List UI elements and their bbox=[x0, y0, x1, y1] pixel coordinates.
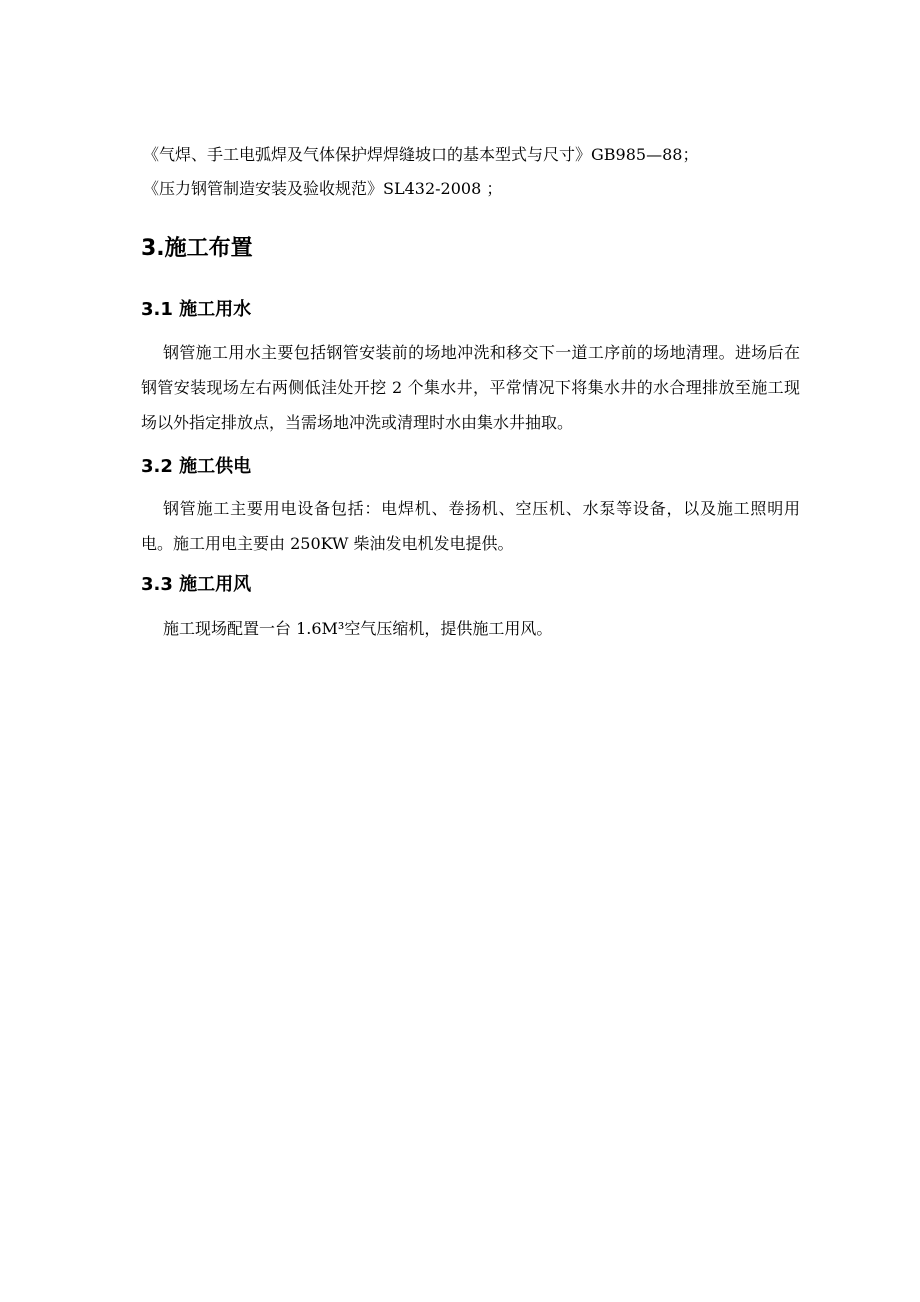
paragraph-air: 施工现场配置一台 1.6M³空气压缩机，提供施工用风。 bbox=[163, 619, 553, 638]
reference-standard-sl432: 《压力钢管制造安装及验收规范》SL432-2008 ； bbox=[143, 179, 503, 198]
subsection-heading-power: 3.2 施工供电 bbox=[141, 456, 252, 477]
paragraph-power: 钢管施工主要用电设备包括：电焊机、卷扬机、空压机、水泵等设备，以及施工照明用电。施工用电主要由 250KW 柴油发电机发电提供。 bbox=[141, 499, 800, 553]
section-heading-construction-layout: 3.施工布置 bbox=[141, 236, 253, 261]
paragraph-water: 钢管施工用水主要包括钢管安装前的场地冲洗和移交下一道工序前的场地清理。进场后在钢管安装现场左右两侧低洼处开挖 2 个集水井，平常情况下将集水井的水合理排放至施工现场以外指定排放点，当需场地冲洗或清理时水由集水井抽取。 bbox=[141, 343, 800, 432]
subsection-heading-water: 3.1 施工用水 bbox=[141, 299, 252, 320]
subsection-heading-air: 3.3 施工用风 bbox=[141, 574, 252, 595]
reference-standard-gb985: 《气焊、手工电弧焊及气体保护焊焊缝坡口的基本型式与尺寸》GB985—88； bbox=[143, 145, 699, 164]
